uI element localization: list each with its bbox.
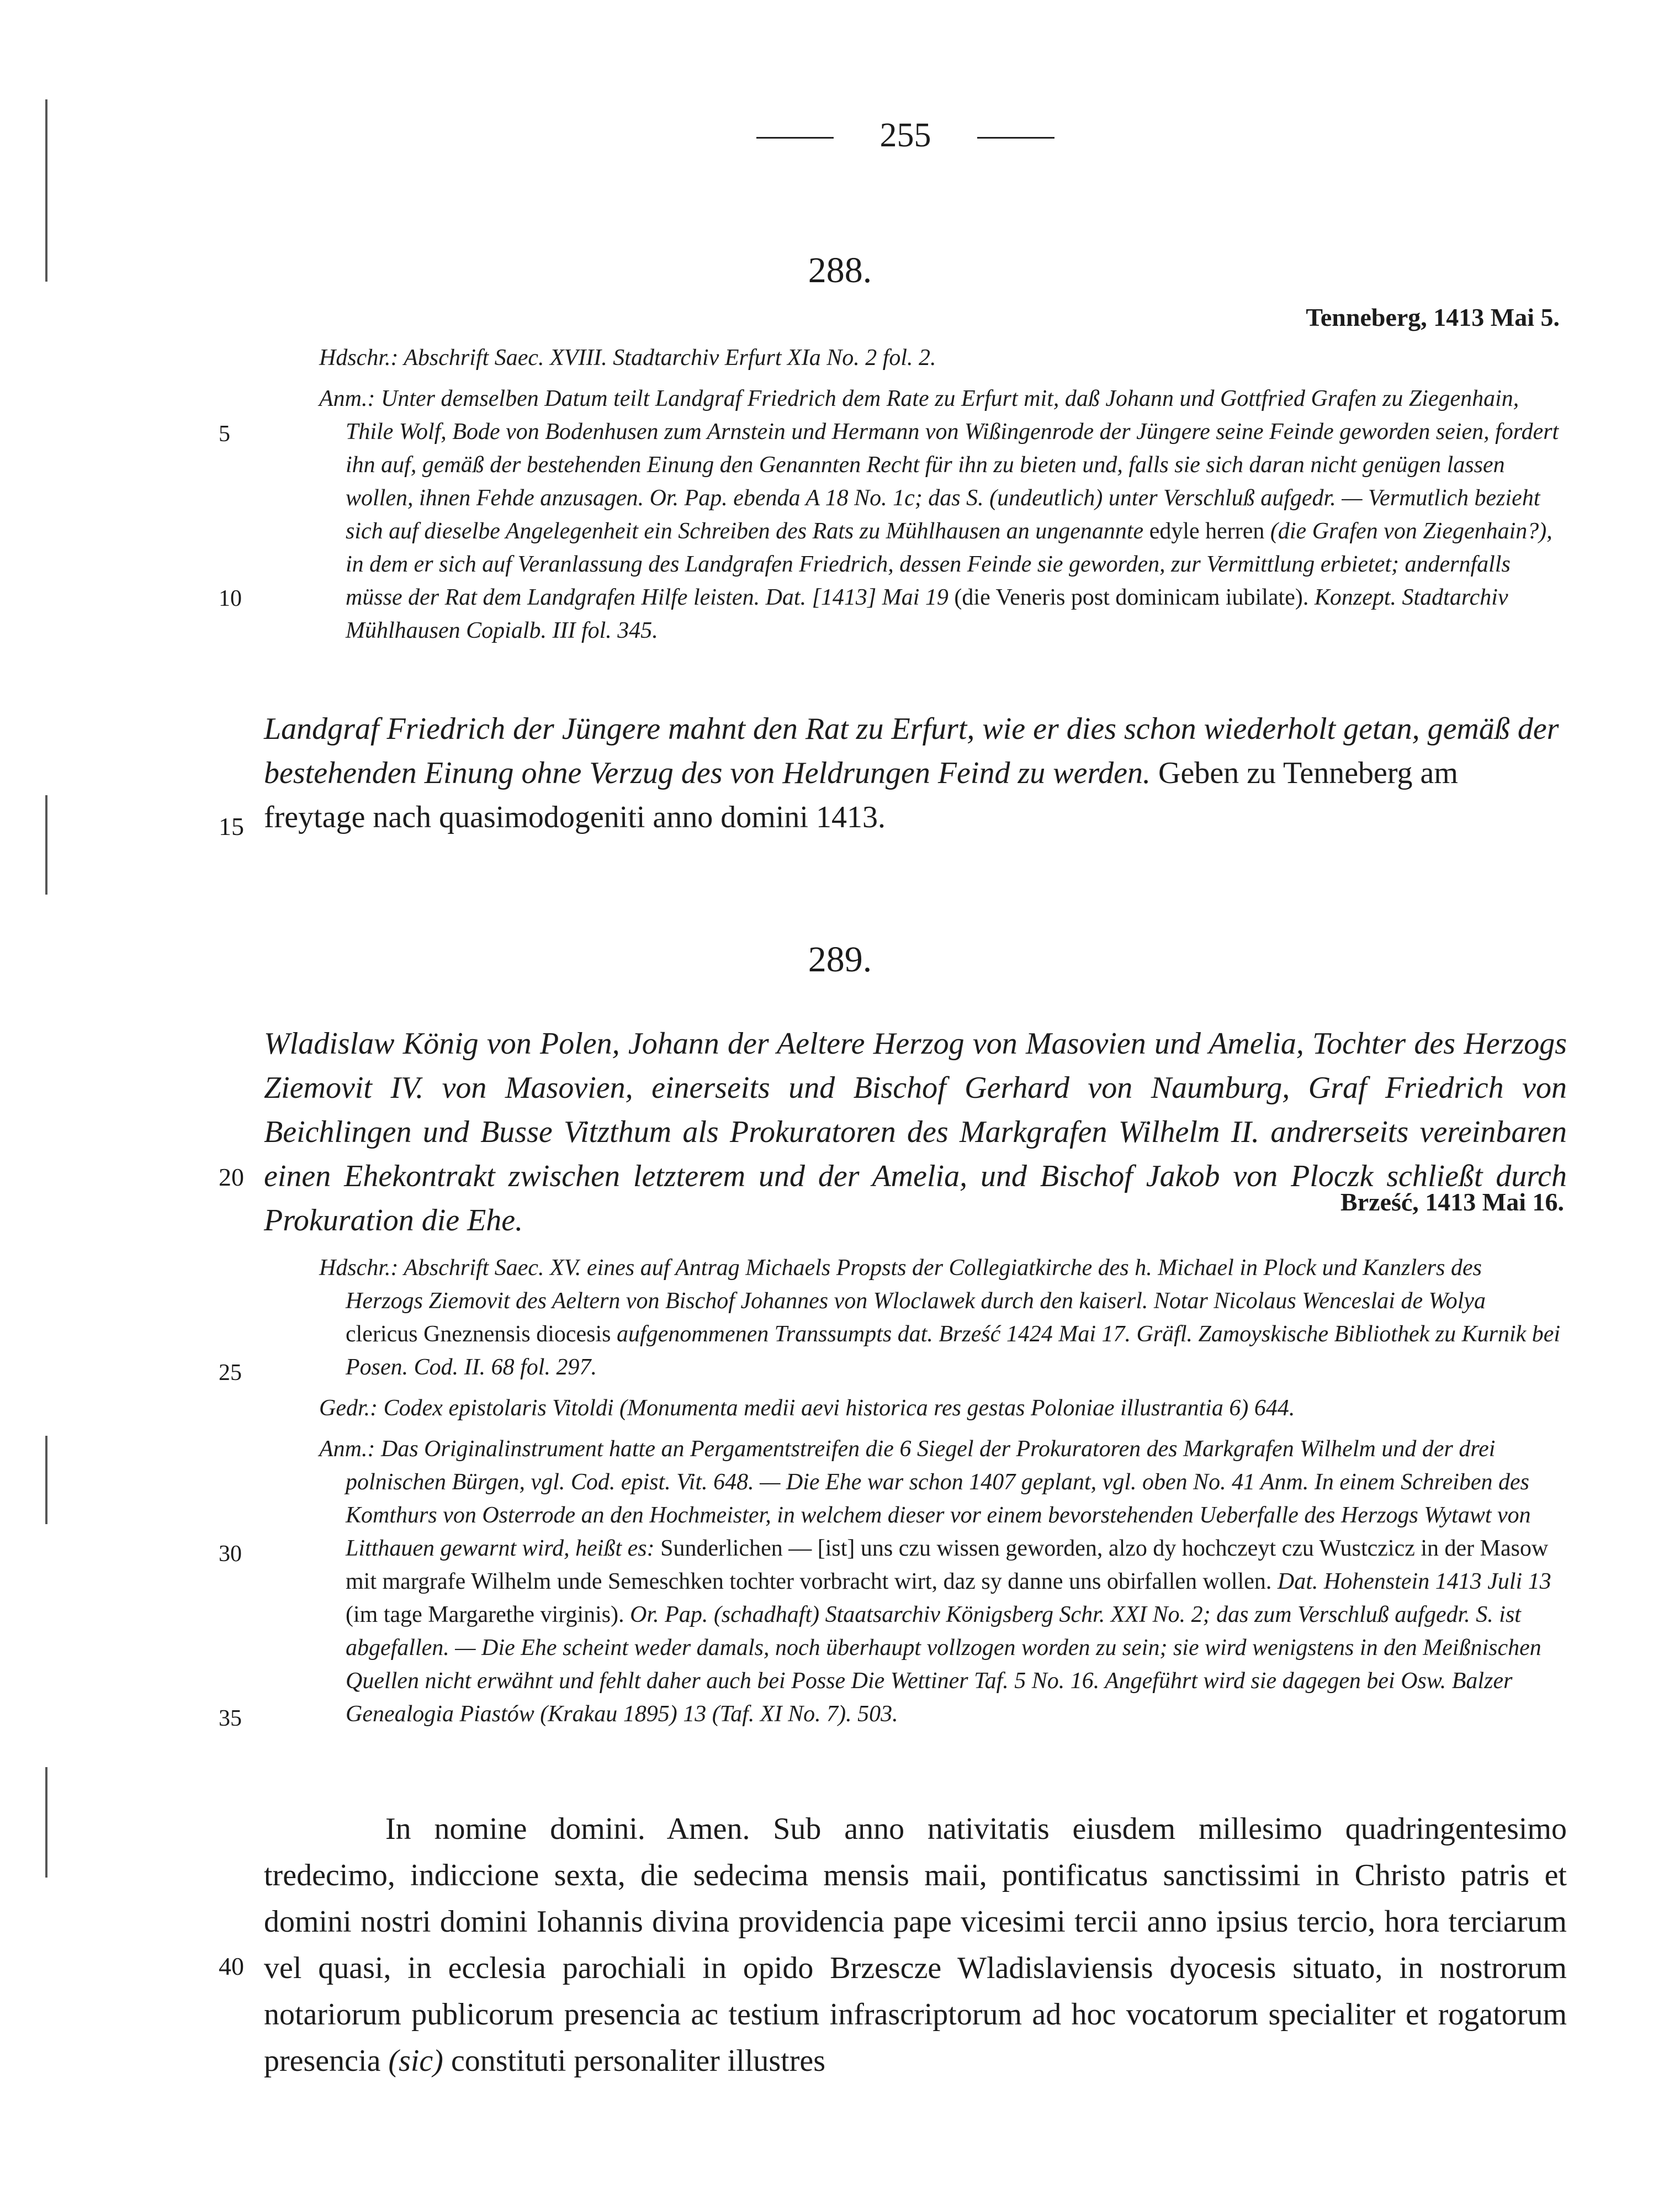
charter-text-289 bbox=[264, 1806, 1567, 2084]
anm-quote: (im tage Margarethe virginis). bbox=[346, 1602, 624, 1627]
notes-289 bbox=[319, 1251, 1561, 1731]
scan-edge-mark bbox=[45, 1767, 47, 1878]
gedr-note-289 bbox=[319, 1392, 1561, 1425]
page-number: 255 bbox=[879, 117, 931, 154]
anm-text: Unter demselben Datum teilt Landgraf Friedrich dem Rate zu Erfurt mit, daß Johann und Gottfried Grafen zu Ziegenhain, Thile Wolf, Bode von Bodenhusen zum Arnstein und Hermann von Wißingenrode der Jüngere seine Feinde geworden seien, fordert ihn auf, gemäß der bestehenden Einung den Genannten Recht für ihn zu bieten und, falls sie sich daran nicht genügen lassen wollen, ihnen Fehde anzusagen. Or. Pap. ebenda A 18 No. 1c; das S. (undeutlich) unter Verschluß aufgedr. — Vermutlich bezieht sich auf dieselbe Angelegenheit ein Schreiben des Rats zu Mühlhausen an ungenannte bbox=[346, 386, 1559, 544]
line-number: 20 bbox=[219, 1163, 244, 1191]
hdschr-note-288 bbox=[319, 341, 1561, 374]
sic-marker: (sic) bbox=[388, 2044, 443, 2078]
anm-quote: Sunderlichen — [ist] uns czu wissen geworden, alzo dy hochczeyt czu Wustczicz in der Masow mit margrafe Wilhelm unde Semeschken tochter vorbracht wirt, daz sy danne uns obirfallen wollen. bbox=[346, 1536, 1549, 1594]
anm-text: Dat. Hohenstein 1413 Juli 13 bbox=[1277, 1569, 1551, 1594]
line-number: 15 bbox=[219, 812, 244, 840]
document-number-288: 288. bbox=[808, 250, 872, 290]
anm-label: Anm.: bbox=[319, 1436, 375, 1462]
hdschr-text: Abschrift Saec. XV. eines auf Antrag Michaels Propsts der Collegiatkirche des h. Michael in Plock und Kanzlers des Herzogs Ziemovit des Aeltern von Bischof Johannes von Wloclawek durch den kaiserl. Notar Nicolaus Wenceslai de Wolya bbox=[346, 1255, 1486, 1314]
line-number: 40 bbox=[219, 1952, 244, 1980]
charter-text: In nomine domini. Amen. Sub anno nativitatis eiusdem millesimo quadringentesimo tredecimo, indiccione sexta, die sedecima mensis maii, pontificatus sanctissimi in Christo patris et domini nostri domini Iohannis divina providencia pape vicesimi tercii anno ipsius tercio, hora terciarum vel quasi, in ecclesia parochiali in opido Brzescze Wladislaviensis dyocesis situato, in nostrorum notariorum publicorum presencia ac testium infrascriptorum ad hoc vocatorum specialiter et rogatorum presencia bbox=[264, 1812, 1567, 2078]
line-number: 30 bbox=[219, 1541, 242, 1567]
hdschr-quote: clericus Gneznensis diocesis bbox=[346, 1321, 611, 1347]
hdschr-label: Hdschr.: bbox=[319, 1255, 399, 1281]
line-number: 10 bbox=[219, 586, 242, 611]
anm-quote: edyle herren bbox=[1149, 519, 1265, 544]
regest-289: Wladislaw König von Polen, Johann der Aeltere Herzog von Masovien und Amelia, Tochter des Herzogs Ziemovit IV. von Masovien, einerseits und Bischof Gerhard von Naumburg, Graf Friedrich von Beichlingen und Busse Vitzthum als Prokuratoren des Markgrafen Wilhelm II. andrerseits vereinbaren einen Ehekontrakt zwischen letzterem und der Amelia, und Bischof Jakob von Ploczk schließt durch Prokuration die Ehe. bbox=[264, 1027, 1567, 1238]
charter-text: constituti personaliter illustres bbox=[451, 2044, 826, 2078]
anm-note-288 bbox=[319, 382, 1561, 647]
hdschr-text: Abschrift Saec. XVIII. Stadtarchiv Erfurt XIa No. 2 fol. 2. bbox=[404, 345, 936, 371]
document-number-289: 289. bbox=[808, 939, 872, 980]
anm-text: Konzept. Stadtarchiv Mühlhausen Copialb. III fol. 345. bbox=[346, 585, 1508, 643]
scan-edge-mark bbox=[45, 1436, 47, 1524]
anm-text: (die Grafen von Ziegenhain?), in dem er sich auf Veranlassung des Landgrafen Friedrich, dessen Feinde sie geworden, zur Vermittlung erbietet; andernfalls müsse der Rat dem Landgrafen Hilfe leisten. Dat. [1413] Mai 19 bbox=[346, 519, 1552, 610]
hdschr-label: Hdschr.: bbox=[319, 345, 399, 371]
anm-label: Anm.: bbox=[319, 386, 375, 411]
anm-text: Das Originalinstrument hatte an Pergamentstreifen die 6 Siegel der Prokuratoren des Markgrafen Wilhelm und der drei polnischen Bürgen, vgl. Cod. epist. Vit. 648. — Die Ehe war schon 1407 geplant, vgl. oben No. 41 Anm. In einem Schreiben des Komthurs von Osterrode an den Hochmeister, in welchem dieser vor einem bevorstehenden Ueberfalle des Herzogs Wytawt von Litthauen gewarnt wird, heißt es: bbox=[346, 1436, 1531, 1561]
line-number: 25 bbox=[219, 1360, 242, 1386]
scan-edge-mark bbox=[45, 795, 47, 895]
hdschr-note-289 bbox=[319, 1251, 1561, 1384]
line-number: 35 bbox=[219, 1706, 242, 1731]
anm-note-289 bbox=[319, 1432, 1561, 1731]
line-number: 5 bbox=[219, 421, 230, 447]
header-rule-right bbox=[977, 137, 1054, 139]
header-rule-left bbox=[756, 137, 834, 139]
anm-quote: (die Veneris post dominicam iubilate). bbox=[954, 585, 1309, 610]
dating-clause-288: Geben zu Tenneberg am freytage nach quasimodogeniti anno domini 1413. bbox=[264, 756, 1458, 834]
regest-288: Landgraf Friedrich der Jüngere mahnt den Rat zu Erfurt, wie er dies schon wiederholt getan, gemäß der bestehenden Einung ohne Verzug des von Heldrungen Feind zu werden. bbox=[264, 712, 1559, 790]
place-date-289: Brześć, 1413 Mai 16. bbox=[1340, 1188, 1564, 1216]
page-header bbox=[0, 116, 1680, 160]
gedr-label: Gedr.: bbox=[319, 1395, 378, 1421]
anm-text: Or. Pap. (schadhaft) Staatsarchiv Königsberg Schr. XXI No. 2; das zum Verschluß aufgedr. S. ist abgefallen. — Die Ehe scheint weder damals, noch überhaupt vollzogen worden zu sein; sie wird wenigstens in den Meißnischen Quellen nicht erwähnt und fehlt daher auch bei Posse Die Wettiner Taf. 5 No. 16. Angeführt wird sie dagegen bei Osw. Balzer Genealogia Piastów (Krakau 1895) 13 (Taf. XI No. 7). 503. bbox=[346, 1602, 1541, 1727]
hdschr-text: aufgenommenen Transsumpts dat. Brześć 1424 Mai 17. Gräfl. Zamoyskische Bibliothek zu Kurnik bei Posen. Cod. II. 68 fol. 297. bbox=[346, 1321, 1561, 1380]
gedr-text: Codex epistolaris Vitoldi (Monumenta medii aevi historica res gestas Poloniae illustrantia 6) 644. bbox=[383, 1395, 1295, 1421]
summary-288 bbox=[264, 707, 1567, 839]
notes-288 bbox=[319, 341, 1561, 647]
place-date-288: Tenneberg, 1413 Mai 5. bbox=[1306, 303, 1560, 331]
